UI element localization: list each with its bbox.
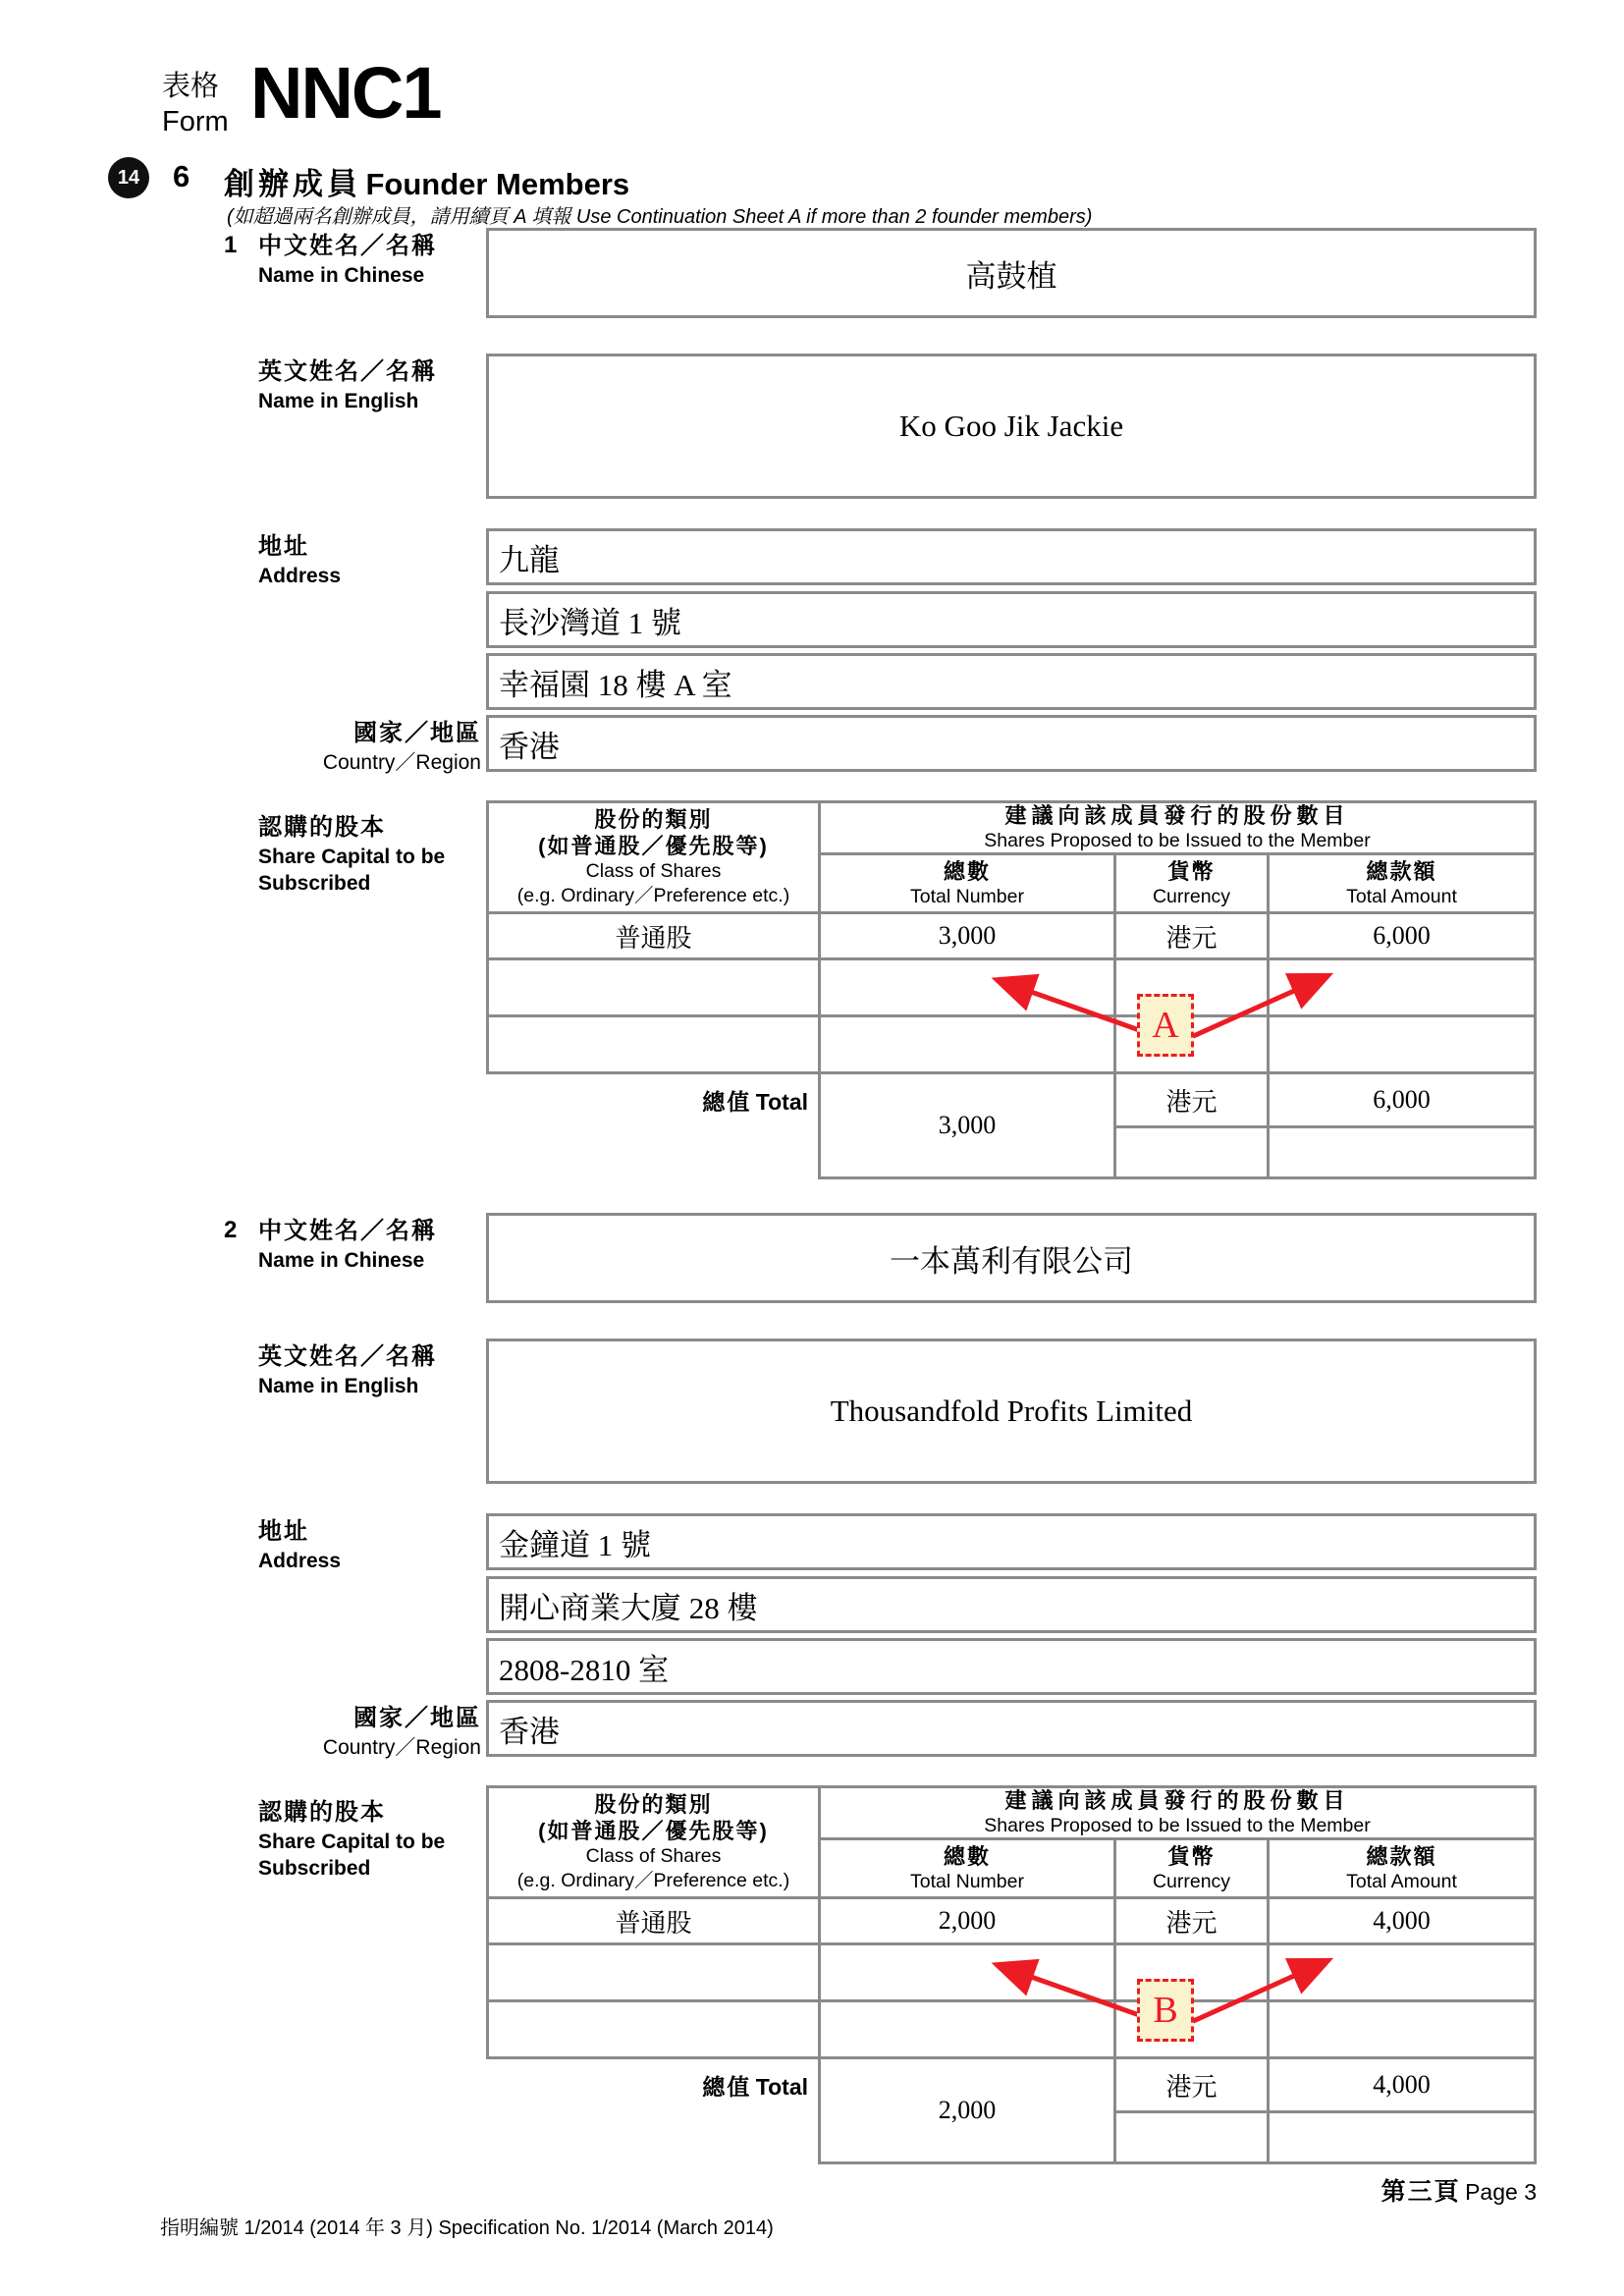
section-number-badge: 14 [108, 157, 149, 198]
name-zh-field [486, 1213, 1537, 1303]
name-zh-value: 一本萬利有限公司 [890, 1243, 1133, 1279]
currency-header: 貨幣 Currency [1152, 858, 1231, 907]
section-number: 6 [173, 159, 190, 193]
share-capital-label: 認購的股本 Share Capital to be Subscribed [258, 1799, 446, 1880]
class-of-shares-header: 股份的類別 (如普通股／優先股等) Class of Shares (e.g. Ordinary／Preference etc.) [516, 1792, 790, 1891]
name-en-field [486, 354, 1537, 499]
total-number-cell: 3,000 [938, 1111, 997, 1139]
name-zh-label: 中文姓名／名稱 Name in Chinese [258, 233, 437, 287]
shares-proposed-header: 建議向該成員發行的股份數目 Shares Proposed to be Issued to the Member [984, 1788, 1371, 1836]
form-label-zh: 表格 [162, 71, 220, 102]
section-note: (如超過兩名創辦成員，請用續頁 A 填報 Use Continuation Sheet A if more than 2 founder members) [227, 206, 1093, 228]
total-label: 總值 Total [702, 2073, 808, 2100]
name-zh-field [486, 228, 1537, 318]
name-en-label: 英文姓名／名稱 Name in English [258, 1343, 437, 1397]
address-line-2-field: 開心商業大廈 28 樓 [486, 1576, 1537, 1633]
address-label: 地址 Address [258, 533, 342, 587]
share-capital-table [486, 1785, 1537, 2164]
member-index: 2 [224, 1217, 238, 1243]
member-index: 1 [224, 232, 238, 258]
section-title-zh: 創辦成員 [224, 167, 361, 201]
total-amount-cell: 6,000 [1373, 1085, 1431, 1114]
form-label-en: Form [162, 106, 229, 137]
share-capital-label: 認購的股本 Share Capital to be Subscribed [258, 814, 446, 895]
annotation-arrows [486, 800, 1537, 1179]
name-en-field [486, 1339, 1537, 1484]
country-label: 國家／地區 Country／Region [322, 1705, 481, 1759]
name-en-value: Ko Goo Jik Jackie [898, 409, 1124, 443]
country-field: 香港 [486, 715, 1537, 772]
total-amount-header: 總款額 Total Amount [1346, 858, 1457, 907]
share-capital-table [486, 800, 1537, 1179]
class-cell: 普通股 [615, 1908, 692, 1938]
address-line-3-field: 2808-2810 室 [486, 1638, 1537, 1695]
specification-note: 指明編號 1/2014 (2014 年 3 月) Specification No. 1/2014 (March 2014) [160, 2217, 774, 2239]
total-number-header: 總數 Total Number [910, 858, 1024, 907]
annotation-arrows [486, 1785, 1537, 2164]
form-code: NNC1 [250, 52, 441, 134]
currency-cell: 港元 [1165, 1908, 1218, 1938]
total-number-cell: 2,000 [938, 2096, 997, 2124]
amount-cell: 4,000 [1373, 1906, 1431, 1935]
total-amount-cell: 4,000 [1373, 2070, 1431, 2099]
section-title [224, 159, 629, 203]
page-number: 第三頁 Page 3 [1380, 2178, 1537, 2206]
currency-header: 貨幣 Currency [1152, 1843, 1231, 1892]
founder-member-2-section [0, 1213, 1624, 2165]
address-label: 地址 Address [258, 1518, 342, 1572]
country-field: 香港 [486, 1700, 1537, 1757]
address-line-3-field: 幸福園 18 樓 A 室 [486, 653, 1537, 710]
form-word-mark [162, 69, 229, 139]
address-line-2-field: 長沙灣道 1 號 [486, 591, 1537, 648]
founder-member-1-section [0, 228, 1624, 1180]
class-of-shares-header: 股份的類別 (如普通股／優先股等) Class of Shares (e.g. Ordinary／Preference etc.) [516, 807, 790, 906]
total-number-header: 總數 Total Number [910, 1843, 1024, 1892]
total-currency-cell: 港元 [1165, 2072, 1218, 2102]
amount-cell: 6,000 [1373, 921, 1431, 950]
annotation-badge: A [1137, 994, 1194, 1057]
total-label: 總值 Total [702, 1088, 808, 1115]
number-cell: 3,000 [938, 921, 997, 950]
class-cell: 普通股 [615, 923, 692, 953]
name-en-label: 英文姓名／名稱 Name in English [258, 358, 437, 412]
address-line-1-field: 九龍 [486, 528, 1537, 585]
currency-cell: 港元 [1165, 923, 1218, 953]
name-zh-label: 中文姓名／名稱 Name in Chinese [258, 1218, 437, 1272]
shares-proposed-header: 建議向該成員發行的股份數目 Shares Proposed to be Issued to the Member [984, 803, 1371, 851]
total-amount-header: 總款額 Total Amount [1346, 1843, 1457, 1892]
number-cell: 2,000 [938, 1906, 997, 1935]
country-label: 國家／地區 Country／Region [322, 720, 481, 774]
section-title-en: Founder Members [365, 167, 630, 201]
total-currency-cell: 港元 [1165, 1087, 1218, 1117]
address-line-1-field: 金鐘道 1 號 [486, 1513, 1537, 1570]
name-en-value: Thousandfold Profits Limited [830, 1394, 1193, 1428]
name-zh-value: 高鼓植 [965, 258, 1057, 294]
annotation-badge: B [1137, 1979, 1194, 2042]
